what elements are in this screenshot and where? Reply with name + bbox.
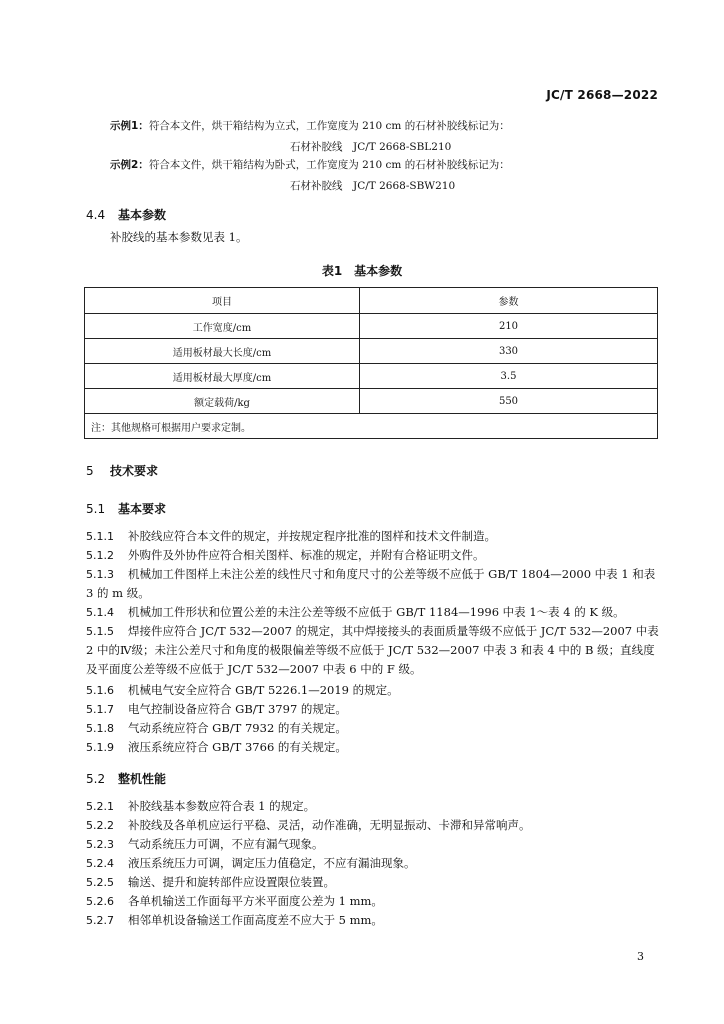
example-1-code: 石材补胶线 JC/T 2668-SBL210 (290, 141, 452, 153)
clause-number: 5.1.2 (86, 549, 114, 562)
clause-text: 机械电气安全应符合 GB/T 5226.1—2019 的规定。 (128, 683, 399, 697)
heading-number: 5.1 (86, 502, 106, 516)
table-header-value: 参数 (360, 288, 658, 314)
clause-text: 液压系统压力可调，调定压力值稳定，不应有漏油现象。 (128, 856, 416, 870)
clause-5-1-5 (86, 622, 664, 679)
clause-number: 5.1.5 (86, 625, 114, 638)
table-header-item: 项目 (85, 288, 360, 314)
clause-number: 5.2.4 (86, 857, 114, 870)
table-row (85, 389, 658, 414)
heading-title: 基本要求 (118, 502, 167, 516)
clause-text: 液压系统应符合 GB/T 3766 的有关规定。 (128, 740, 347, 754)
clause-text: 输送、提升和旋转部件应设置限位装置。 (128, 875, 335, 889)
table-cell: 额定载荷/kg (85, 389, 360, 414)
parameters-table (84, 287, 658, 439)
table-cell: 3.5 (360, 364, 658, 389)
heading-title: 技术要求 (110, 464, 159, 478)
clause-5-1-3 (86, 565, 664, 603)
clause-5-1-6 (86, 681, 664, 700)
clause-number: 5.2.1 (86, 800, 114, 813)
heading-5-1 (86, 500, 166, 517)
heading-number: 5.2 (86, 772, 106, 786)
example-text: 符合本文件，烘干箱结构为卧式，工作宽度为 210 cm 的石材补胶线标记为： (148, 159, 510, 171)
table-row (85, 314, 658, 339)
clause-5-2-5 (86, 873, 664, 892)
clause-number: 5.2.2 (86, 819, 114, 832)
clause-5-1-2 (86, 546, 664, 565)
clause-5-1-4 (86, 603, 664, 622)
example-2 (110, 158, 510, 172)
clause-5-2-4 (86, 854, 664, 873)
clause-5-1-7 (86, 700, 664, 719)
clause-text: 焊接件应符合 JC/T 532—2007 的规定，其中焊接接头的表面质量等级不应低于 JC/T 532—2007 中表 2 中的Ⅳ级；未注公差尺寸和角度的极限偏差等级不应低于 JC/T 532—2007 中表 3 和表 4 中的 B 级；直线度及平面度公差等级不应低于 JC/T 532—2007 中表 6 中的 F 级。 (86, 624, 659, 676)
clause-text: 相邻单机设备输送工作面高度差不应大于 5 mm。 (128, 913, 383, 927)
example-text: 符合本文件，烘干箱结构为立式，工作宽度为 210 cm 的石材补胶线标记为： (148, 120, 510, 132)
clause-text: 机械加工件图样上未注公差的线性尺寸和角度尺寸的公差等级不应低于 GB/T 1804—2000 中表 1 和表 3 的 m 级。 (86, 567, 656, 600)
clause-text: 各单机输送工作面每平方米平面度公差为 1 mm。 (128, 894, 383, 908)
clause-number: 5.1.1 (86, 530, 114, 543)
clause-5-2-2 (86, 816, 664, 835)
table-cell: 330 (360, 339, 658, 364)
heading-title: 基本参数 (118, 208, 167, 222)
table-cell: 550 (360, 389, 658, 414)
heading-title: 整机性能 (118, 772, 167, 786)
clause-5-1-8 (86, 719, 664, 738)
page-number: 3 (637, 950, 644, 963)
table-row (85, 339, 658, 364)
clause-text: 气动系统应符合 GB/T 7932 的有关规定。 (128, 721, 347, 735)
clause-number: 5.2.7 (86, 914, 114, 927)
example-label: 示例1： (110, 120, 149, 132)
clause-text: 补胶线及各单机应运行平稳、灵活，动作准确，无明显振动、卡滞和异常响声。 (128, 818, 531, 832)
clause-5-2-3 (86, 835, 664, 854)
standard-code: JC/T 2668—2022 (546, 88, 658, 102)
heading-number: 5 (86, 464, 94, 478)
heading-5 (86, 462, 158, 479)
clause-number: 5.1.3 (86, 568, 114, 581)
clause-5-2-1 (86, 797, 664, 816)
clause-number: 5.1.8 (86, 722, 114, 735)
clause-text: 外购件及外协件应符合相关图样、标准的规定，并附有合格证明文件。 (128, 548, 485, 562)
clause-number: 5.1.7 (86, 703, 114, 716)
clause-number: 5.1.9 (86, 741, 114, 754)
table-cell: 210 (360, 314, 658, 339)
clause-text: 机械加工件形状和位置公差的未注公差等级不应低于 GB/T 1184—1996 中表 1～表 4 的 K 级。 (128, 605, 625, 619)
table-caption: 表1 基本参数 (321, 264, 403, 278)
example-2-code: 石材补胶线 JC/T 2668-SBW210 (290, 180, 456, 192)
table-row (85, 364, 658, 389)
clause-number: 5.1.4 (86, 606, 114, 619)
clause-number: 5.1.6 (86, 684, 114, 697)
clause-5-1-1 (86, 527, 664, 546)
table-cell: 适用板材最大长度/cm (85, 339, 360, 364)
clause-number: 5.2.6 (86, 895, 114, 908)
clause-number: 5.2.3 (86, 838, 114, 851)
table-cell: 工作宽度/cm (85, 314, 360, 339)
clause-text: 补胶线基本参数应符合表 1 的规定。 (128, 799, 316, 813)
example-1 (110, 119, 510, 133)
paragraph-4-4: 补胶线的基本参数见表 1。 (110, 230, 248, 244)
heading-5-2 (86, 770, 166, 787)
clause-text: 气动系统压力可调，不应有漏气现象。 (128, 837, 324, 851)
heading-number: 4.4 (86, 208, 106, 222)
heading-4-4 (86, 206, 166, 223)
example-label: 示例2： (110, 159, 149, 171)
table-note-row (85, 414, 658, 439)
table-note: 注：其他规格可根据用户要求定制。 (85, 414, 658, 439)
clause-5-2-6 (86, 892, 664, 911)
clause-text: 补胶线应符合本文件的规定，并按规定程序批准的图样和技术文件制造。 (128, 529, 496, 543)
clause-5-2-7 (86, 911, 664, 930)
clause-number: 5.2.5 (86, 876, 114, 889)
clause-5-1-9 (86, 738, 664, 757)
clause-text: 电气控制设备应符合 GB/T 3797 的规定。 (128, 702, 347, 716)
table-cell: 适用板材最大厚度/cm (85, 364, 360, 389)
